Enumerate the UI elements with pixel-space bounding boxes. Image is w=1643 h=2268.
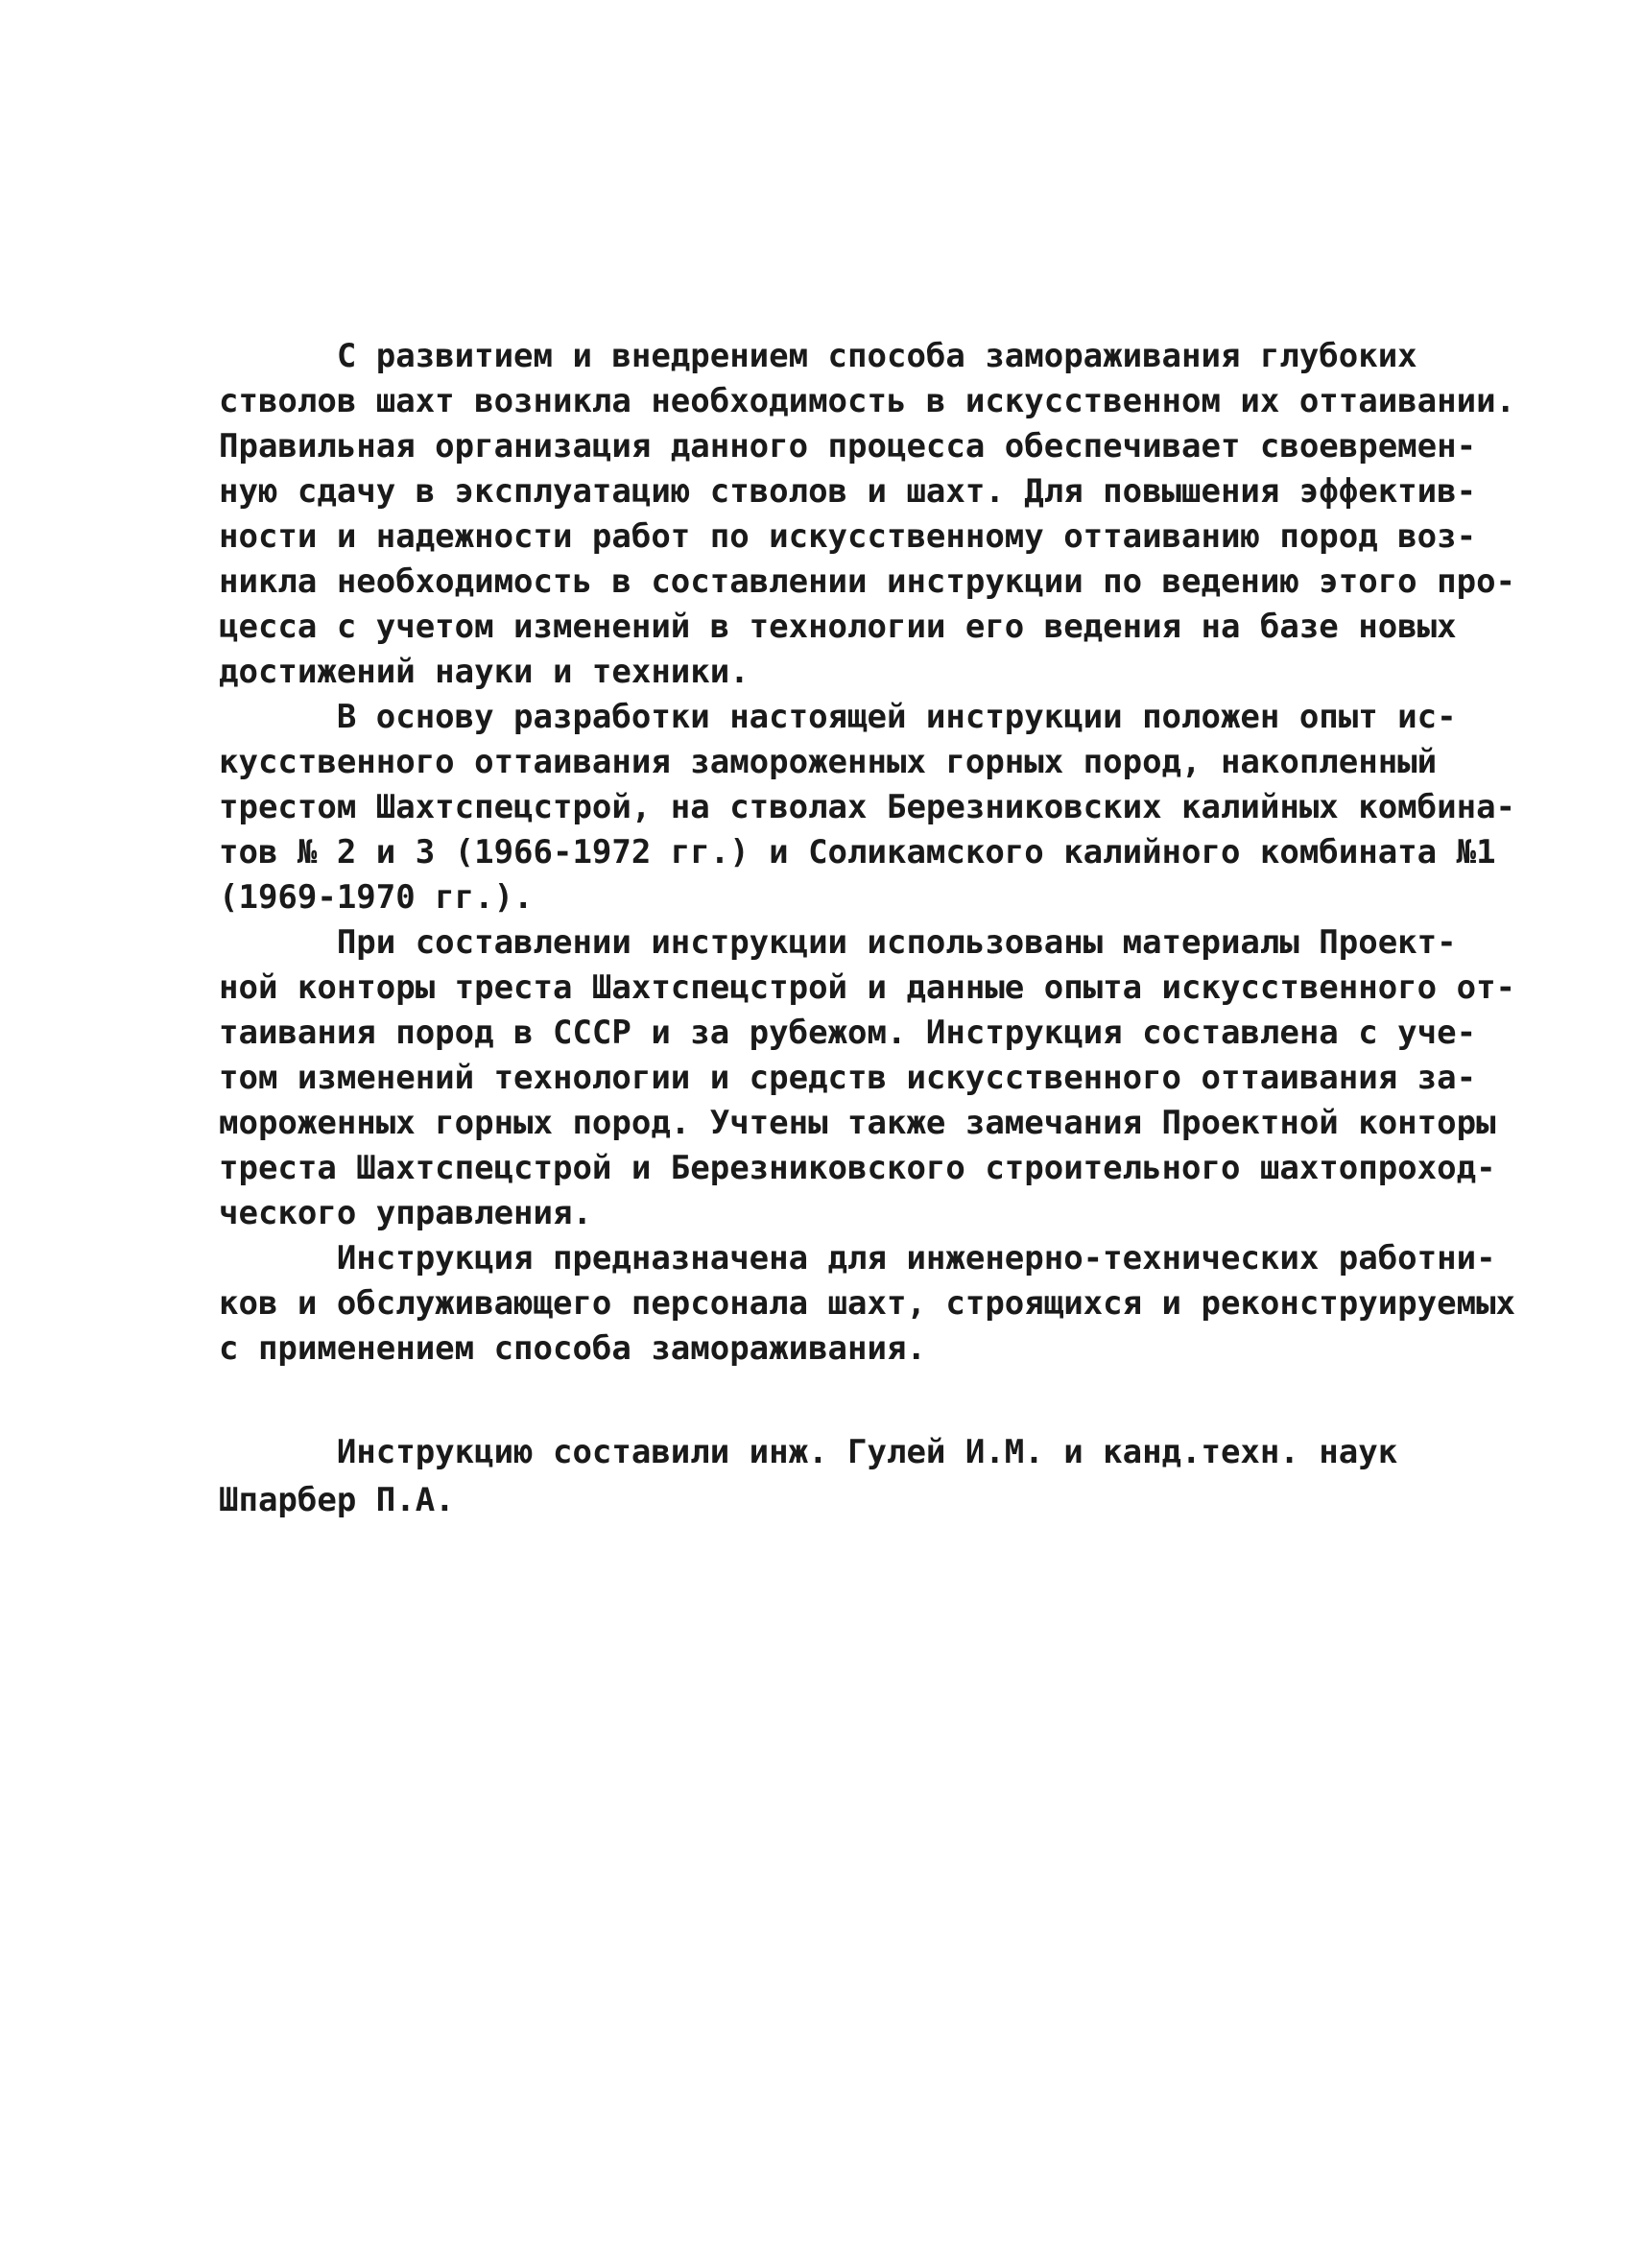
text-line: трестом Шахтспецстрой, на стволах Березниковских калийных комбина-: [219, 788, 1516, 826]
text-line: достижений науки и техники.: [219, 653, 750, 691]
text-line: с применением способа замораживания.: [219, 1329, 926, 1368]
text-line: ческого управления.: [219, 1194, 592, 1232]
text-line: том изменений технологии и средств искусственного оттаивания за-: [219, 1059, 1477, 1097]
text-line: стволов шахт возникла необходимость в искусственном их оттаивании.: [219, 382, 1516, 420]
text-line: ков и обслуживающего персонала шахт, строящихся и реконструируемых: [219, 1284, 1516, 1323]
text-line: треста Шахтспецстрой и Березниковского строительного шахтопроход-: [219, 1149, 1496, 1187]
text-line: цесса с учетом изменений в технологии его ведения на базе новых: [219, 608, 1457, 646]
preface-text: [219, 334, 1516, 1372]
text-line: Инструкция предназначена для инженерно-технических работни-: [219, 1239, 1496, 1277]
text-line: кусственного оттаивания замороженных горных пород, накопленный: [219, 743, 1438, 781]
text-line: ности и надежности работ по искусственному оттаиванию пород воз-: [219, 517, 1477, 556]
text-line: ной конторы треста Шахтспецстрой и данные опыта искусственного от-: [219, 968, 1516, 1007]
text-line: Правильная организация данного процесса обеспечивает своевремен-: [219, 427, 1477, 466]
text-line: В основу разработки настоящей инструкции положен опыт ис-: [219, 698, 1457, 736]
text-line: никла необходимость в составлении инструкции по ведению этого про-: [219, 562, 1516, 601]
text-line: мороженных горных пород. Учтены также замечания Проектной конторы: [219, 1104, 1496, 1142]
authors-line: Инструкцию составили инж. Гулей И.М. и канд.техн. наук: [219, 1433, 1398, 1471]
authors-line: Шпарбер П.А.: [219, 1481, 455, 1519]
text-line: ную сдачу в эксплуатацию стволов и шахт. Для повышения эффектив-: [219, 472, 1477, 511]
text-line: таивания пород в СССР и за рубежом. Инструкция составлена с уче-: [219, 1014, 1477, 1052]
text-line: (1969-1970 гг.).: [219, 878, 534, 917]
text-line: С развитием и внедрением способа замораживания глубоких: [219, 337, 1417, 375]
authors-note: [219, 1428, 1442, 1524]
text-line: При составлении инструкции использованы материалы Проект-: [219, 923, 1457, 962]
text-line: тов № 2 и 3 (1966-1972 гг.) и Соликамского калийного комбината №1: [219, 833, 1496, 871]
